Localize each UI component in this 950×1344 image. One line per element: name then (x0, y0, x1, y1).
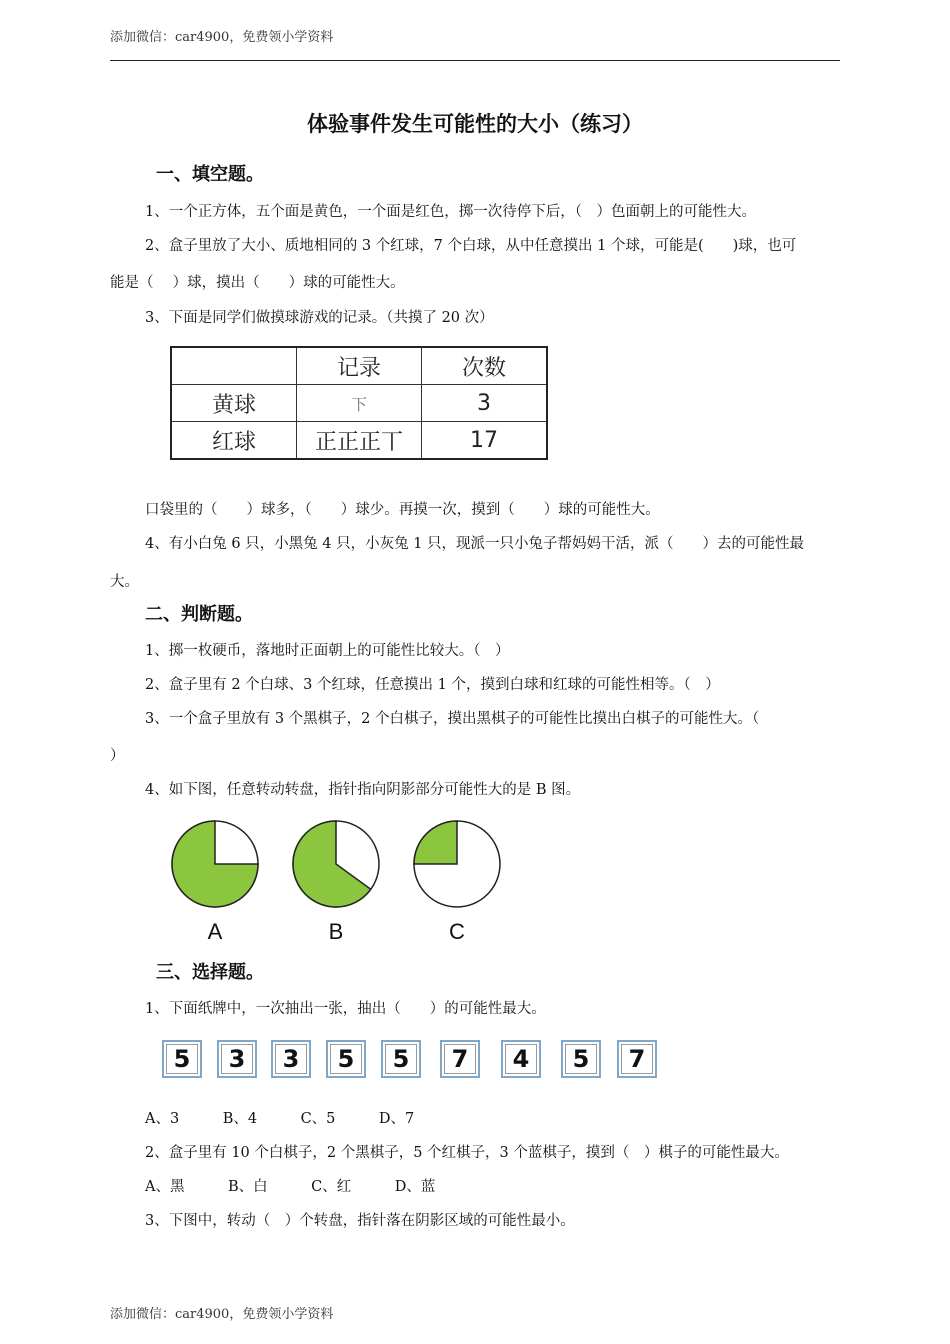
table-cell: 17 (422, 422, 548, 460)
number-card-value: 5 (572, 1045, 590, 1073)
table-cell: 下 (297, 385, 422, 422)
table-cell: 3 (422, 385, 548, 422)
table-row (171, 385, 547, 422)
s1-question-2-line2: 能是（ ）球，摸出（ ）球的可能性大。 (110, 275, 405, 291)
s1-question-3: 3、下面是同学们做摸球游戏的记录。（共摸了 20 次） (145, 310, 494, 326)
s3-question-1-options: A、3 B、4 C、5 D、7 (145, 1111, 415, 1127)
number-card-value: 4 (512, 1045, 530, 1073)
section-1-heading: 一、填空题。 (156, 164, 264, 185)
s1-question-3-fill: 口袋里的（ ）球多，（ ）球少。再摸一次，摸到（ ）球的可能性大。 (145, 502, 660, 518)
table-header-cell: 次数 (422, 347, 548, 385)
number-card-value: 3 (282, 1045, 300, 1073)
number-card (501, 1040, 541, 1078)
table-header-cell: 记录 (297, 347, 422, 385)
number-card (217, 1040, 257, 1078)
number-card (561, 1040, 601, 1078)
record-table (170, 346, 548, 460)
s1-question-2-line1: 2、盒子里放了大小、质地相同的 3 个红球，7 个白球，从中任意摸出 1 个球，可能是( )球，也可 (145, 238, 797, 254)
table-cell: 黄球 (171, 385, 297, 422)
number-card (326, 1040, 366, 1078)
section-3-heading: 三、选择题。 (156, 962, 264, 983)
table-header-row (171, 347, 547, 385)
number-card (381, 1040, 421, 1078)
page-title: 体验事件发生可能性的大小（练习） (307, 112, 643, 136)
s2-question-4: 4、如下图，任意转动转盘，指针指向阴影部分可能性大的是 B 图。 (145, 782, 581, 798)
table-row (171, 422, 547, 460)
s1-question-4-line1: 4、有小白兔 6 只，小黑兔 4 只，小灰兔 1 只，现派一只小兔子帮妈妈干活，派（ ）去的可能性最 (145, 536, 805, 552)
section-2-heading: 二、判断题。 (145, 604, 253, 625)
number-card-value: 5 (173, 1045, 191, 1073)
number-card-value: 5 (392, 1045, 410, 1073)
number-card (271, 1040, 311, 1078)
s3-question-2: 2、盒子里有 10 个白棋子，2 个黑棋子，5 个红棋子，3 个蓝棋子，摸到（ ）棋子的可能性最大。 (145, 1145, 789, 1161)
number-card (162, 1040, 202, 1078)
s3-question-2-options: A、黑 B、白 C、红 D、蓝 (145, 1179, 436, 1195)
number-card (617, 1040, 657, 1078)
header-divider (110, 60, 840, 61)
spinner-c-shaded-sector (414, 821, 457, 864)
spinner-a-label: A (207, 919, 223, 944)
page-header: 添加微信：car4900，免费领小学资料 (110, 30, 334, 45)
s1-question-4-line2: 大。 (110, 574, 139, 590)
s2-question-2: 2、盒子里有 2 个白球、3 个红球，任意摸出 1 个，摸到白球和红球的可能性相等。（ ） (145, 677, 720, 693)
s1-question-1: 1、一个正方体，五个面是黄色，一个面是红色，掷一次待停下后，（ ）色面朝上的可能性大。 (145, 204, 756, 220)
number-card-value: 7 (628, 1045, 646, 1073)
s2-question-3-line2: ） (110, 748, 125, 764)
table-cell: 红球 (171, 422, 297, 460)
number-card-value: 5 (337, 1045, 355, 1073)
table-header-cell (171, 347, 297, 385)
number-card (440, 1040, 480, 1078)
spinner-c-label: C (449, 919, 465, 944)
spinner-b-label: B (328, 919, 344, 944)
number-card-value: 3 (228, 1045, 246, 1073)
number-card-value: 7 (451, 1045, 469, 1073)
s2-question-3-line1: 3、一个盒子里放有 3 个黑棋子，2 个白棋子，摸出黑棋子的可能性比摸出白棋子的可能性大。（ (145, 711, 760, 727)
page-footer: 添加微信：car4900，免费领小学资料 (110, 1307, 334, 1322)
s3-question-3: 3、下图中，转动（ ）个转盘，指针落在阴影区域的可能性最小。 (145, 1213, 575, 1229)
spinner-figures (160, 812, 520, 952)
s2-question-1: 1、掷一枚硬币，落地时正面朝上的可能性比较大。（ ） (145, 643, 510, 659)
s3-question-1: 1、下面纸牌中，一次抽出一张，抽出（ ）的可能性最大。 (145, 1001, 546, 1017)
table-cell: 正正正丅 (297, 422, 422, 460)
